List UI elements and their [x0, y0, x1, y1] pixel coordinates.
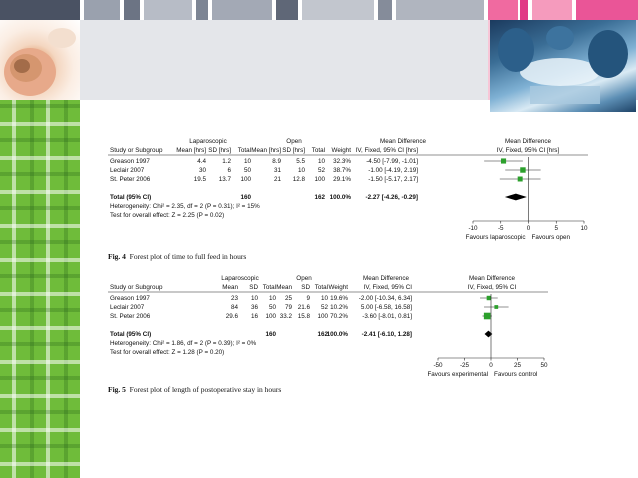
surgery-photo: [490, 20, 636, 112]
caption-fig5-text: Forest plot of length of postoperative stay in hours: [129, 385, 282, 394]
mean1-cell: 29.6: [225, 313, 238, 320]
overall-effect-text: Test for overall effect: Z = 2.25 (P = 0.02): [110, 212, 225, 219]
fetus-shape: [14, 59, 30, 73]
column-header: Total: [237, 147, 251, 154]
sd1-cell: 10: [250, 295, 258, 302]
header-block: [84, 0, 120, 20]
total-weight: 100.0%: [326, 331, 348, 338]
header-block: [196, 0, 208, 20]
column-header: IV, Fixed, 95% CI [hrs]: [355, 147, 418, 154]
sd1-cell: 13.7: [218, 176, 231, 183]
header-block: [212, 0, 272, 20]
mean1-cell: 30: [198, 167, 206, 174]
study-marker: [518, 177, 523, 182]
column-header: Total: [311, 147, 325, 154]
total2-cell: 52: [320, 304, 328, 311]
column-header: Mean: [222, 284, 238, 291]
sd2-cell: 10: [297, 167, 305, 174]
group2-header: Open: [296, 275, 312, 282]
ci-cell: 5.00 [-6.58, 16.58]: [360, 304, 412, 311]
column-header: IV, Fixed, 95% CI [hrs]: [496, 147, 560, 154]
caption-fig4-number: Fig. 4: [108, 252, 126, 261]
total1-cell: 100: [265, 313, 276, 320]
caption-fig4: [108, 252, 246, 261]
surgical-light: [520, 58, 600, 86]
x-tick-label: -50: [433, 362, 443, 369]
header-block: [276, 0, 298, 20]
weight-cell: 32.3%: [333, 158, 351, 165]
study-marker: [487, 296, 491, 300]
sd2-cell: 12.8: [292, 176, 305, 183]
mean1-cell: 84: [230, 304, 238, 311]
md-header: Mean Difference: [362, 275, 410, 282]
surgeon-right: [588, 30, 628, 78]
ci-cell: -1.50 [-5.17, 2.17]: [368, 176, 418, 183]
x-tick-label: 10: [580, 225, 588, 232]
md-plot-header: Mean Difference: [504, 138, 552, 145]
md-header: Mean Difference: [379, 138, 427, 145]
column-header: Weight: [328, 284, 348, 291]
ci-cell: -2.00 [-10.34, 6.34]: [358, 295, 412, 302]
header-block: [302, 0, 374, 20]
x-tick-label: 0: [526, 225, 531, 232]
surgeon-left: [498, 28, 534, 72]
total1-cell: 50: [268, 304, 276, 311]
x-tick-label: 50: [540, 362, 548, 369]
column-header: Study or Subgroup: [110, 147, 163, 154]
study-name: Leclair 2007: [110, 167, 145, 174]
forest-plot-fig5: [108, 272, 608, 378]
caption-fig5-number: Fig. 5: [108, 385, 126, 394]
total-label: Total (95% CI): [110, 194, 152, 201]
total2-sum: 162: [317, 331, 328, 338]
caption-fig5: [108, 385, 281, 394]
favours-right-label: Favours open: [531, 234, 571, 241]
study-marker: [520, 167, 525, 172]
study-marker: [501, 158, 506, 163]
forest-plot-fig4: [108, 135, 608, 245]
study-marker: [494, 305, 498, 309]
caption-fig4-text: Forest plot of time to full feed in hours: [129, 252, 247, 261]
header-block: [576, 0, 638, 20]
pregnancy-photo: [0, 20, 80, 100]
heterogeneity-text: Heterogeneity: Chi² = 2.35, df = 2 (P = 0.31); I² = 15%: [110, 203, 260, 210]
header-block: [396, 0, 484, 20]
surgery-photo-drawing: [490, 20, 636, 112]
heterogeneity-text: Heterogeneity: Chi² = 1.86, df = 2 (P = 0.39); I² = 0%: [110, 340, 257, 347]
header-block: [532, 0, 572, 20]
mean2-cell: 31: [273, 167, 281, 174]
group2-header: Open: [286, 138, 302, 145]
header-block: [378, 0, 392, 20]
column-header: SD [hrs]: [208, 147, 231, 154]
total2-cell: 10: [320, 295, 328, 302]
header-block: [520, 0, 528, 20]
header-block: [0, 0, 80, 20]
column-header: Total: [314, 284, 328, 291]
header-block: [488, 0, 518, 20]
sd1-cell: 36: [250, 304, 258, 311]
plaid-strip: [0, 100, 80, 478]
column-header: Total: [262, 284, 276, 291]
column-header: Mean [hrs]: [176, 147, 206, 154]
column-header: Weight: [331, 147, 351, 154]
total-label: Total (95% CI): [110, 331, 152, 338]
total-weight: 100.0%: [329, 194, 351, 201]
arm-shape: [48, 28, 76, 48]
sd2-cell: 21.6: [297, 304, 310, 311]
forest-plot-fig4-svg: [108, 135, 608, 245]
favours-left-label: Favours laparoscopic: [465, 234, 526, 241]
drape: [530, 86, 600, 104]
total1-cell: 50: [243, 167, 251, 174]
total-ci: -2.41 [-6.10, 1.28]: [361, 331, 412, 338]
x-tick-label: 0: [489, 362, 493, 369]
x-tick-label: 25: [513, 362, 522, 369]
column-header: SD [hrs]: [282, 147, 305, 154]
weight-cell: 29.1%: [333, 176, 351, 183]
pooled-diamond: [505, 194, 527, 201]
sd2-cell: 15.8: [297, 313, 310, 320]
group1-header: Laparoscopic: [189, 138, 227, 145]
pregnancy-photo-drawing: [0, 20, 80, 100]
sd2-cell: 5.5: [296, 158, 305, 165]
header-block: [144, 0, 192, 20]
x-tick-label: 5: [554, 225, 559, 232]
x-tick-label: -10: [468, 225, 478, 232]
column-header: IV, Fixed, 95% CI: [363, 284, 412, 291]
sd1-cell: 1.2: [222, 158, 231, 165]
study-marker: [484, 313, 491, 320]
surgeon-back: [546, 26, 574, 50]
mean2-cell: 21: [273, 176, 281, 183]
total2-cell: 100: [314, 176, 325, 183]
study-name: St. Peter 2006: [110, 176, 151, 183]
ci-cell: -1.00 [-4.19, 2.19]: [368, 167, 418, 174]
forest-plot-fig5-svg: [108, 272, 608, 378]
sd1-cell: 16: [250, 313, 258, 320]
x-tick-label: -25: [459, 362, 470, 369]
favours-right-label: Favours control: [494, 371, 538, 378]
study-name: Greason 1997: [110, 295, 150, 302]
total1-sum: 160: [240, 194, 251, 201]
column-header: SD: [301, 284, 310, 291]
study-name: St. Peter 2006: [110, 313, 151, 320]
study-name: Greason 1997: [110, 158, 150, 165]
total1-cell: 10: [243, 158, 251, 165]
weight-cell: 70.2%: [330, 313, 348, 320]
column-header: Mean: [276, 284, 292, 291]
mean1-cell: 23: [230, 295, 238, 302]
top-band: [0, 0, 638, 20]
mean1-cell: 4.4: [197, 158, 206, 165]
group1-header: Laparoscopic: [221, 275, 259, 282]
weight-cell: 10.2%: [330, 304, 348, 311]
ci-cell: -4.50 [-7.99, -1.01]: [366, 158, 418, 165]
column-header: Mean [hrs]: [251, 147, 281, 154]
sd1-cell: 6: [227, 167, 231, 174]
total2-cell: 100: [317, 313, 328, 320]
header-block: [124, 0, 140, 20]
x-tick-label: -5: [497, 225, 504, 232]
mean1-cell: 19.5: [193, 176, 206, 183]
favours-left-label: Favours experimental: [427, 371, 488, 378]
mean2-cell: 79: [284, 304, 292, 311]
overall-effect-text: Test for overall effect: Z = 1.28 (P = 0.20): [110, 349, 225, 356]
total1-sum: 160: [265, 331, 276, 338]
mean2-cell: 33.2: [279, 313, 292, 320]
total1-cell: 100: [240, 176, 251, 183]
study-name: Leclair 2007: [110, 304, 145, 311]
md-plot-header: Mean Difference: [468, 275, 516, 282]
ci-cell: -3.60 [-8.01, 0.81]: [362, 313, 412, 320]
weight-cell: 38.7%: [333, 167, 351, 174]
sd2-cell: 9: [306, 295, 310, 302]
total-ci: -2.27 [-4.26, -0.29]: [365, 194, 418, 201]
column-header: Study or Subgroup: [110, 284, 163, 291]
mean2-cell: 25: [284, 295, 292, 302]
weight-cell: 19.6%: [330, 295, 348, 302]
mean2-cell: 8.9: [272, 158, 281, 165]
total2-cell: 10: [317, 158, 325, 165]
column-header: IV, Fixed, 95% CI: [467, 284, 517, 291]
total2-cell: 52: [317, 167, 325, 174]
total1-cell: 10: [268, 295, 276, 302]
column-header: SD: [249, 284, 258, 291]
header-gray-band: [80, 20, 488, 100]
total2-sum: 162: [314, 194, 325, 201]
